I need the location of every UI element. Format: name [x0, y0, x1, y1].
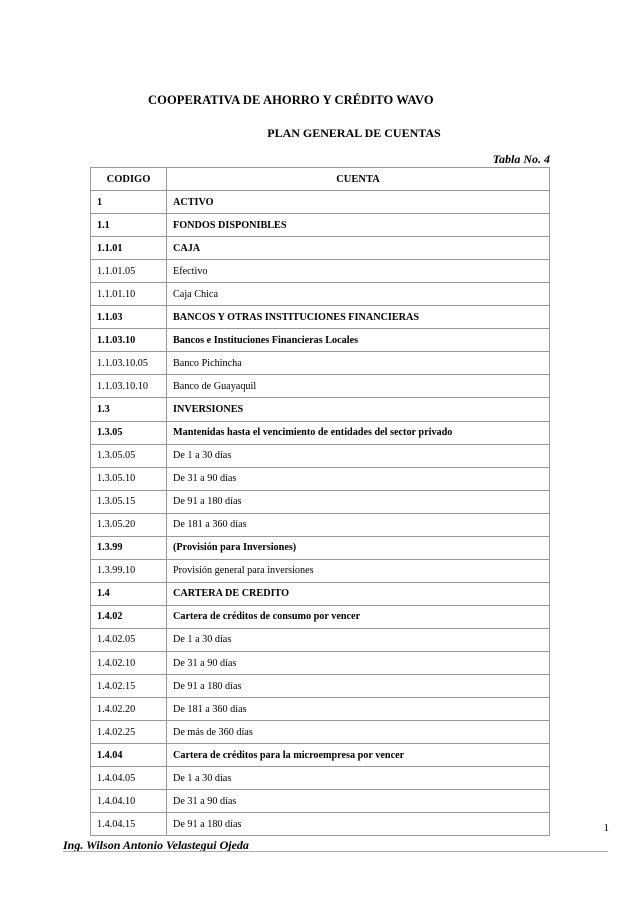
account-name: Provisión general para inversiones [167, 559, 550, 582]
account-code: 1.1.03.10.10 [91, 375, 167, 398]
account-name: De 1 a 30 días [167, 767, 550, 790]
account-code: 1.1.01 [91, 237, 167, 260]
account-name: De 91 a 180 días [167, 813, 550, 836]
account-code: 1.3.99 [91, 536, 167, 559]
account-name: CARTERA DE CREDITO [167, 582, 550, 605]
account-code: 1.1.03 [91, 306, 167, 329]
account-code: 1.4.04.15 [91, 813, 167, 836]
table-row [91, 352, 550, 375]
table-row [91, 721, 550, 744]
account-code: 1.1.03.10.05 [91, 352, 167, 375]
table-row [91, 767, 550, 790]
table-row [91, 675, 550, 698]
account-name: Bancos e Instituciones Financieras Locales [167, 329, 550, 352]
footer-divider [63, 851, 608, 852]
table-row [91, 536, 550, 559]
table-row [91, 744, 550, 767]
document-title: PLAN GENERAL DE CUENTAS [267, 126, 441, 140]
account-code: 1.3.05.15 [91, 490, 167, 513]
table-row [91, 329, 550, 352]
account-code: 1.4.02.20 [91, 698, 167, 721]
account-code: 1.4.04 [91, 744, 167, 767]
account-code: 1.3.05.10 [91, 467, 167, 490]
account-name: De más de 360 días [167, 721, 550, 744]
account-code: 1.4.04.05 [91, 767, 167, 790]
table-header-row [91, 168, 550, 191]
account-name: De 181 a 360 días [167, 698, 550, 721]
account-name: BANCOS Y OTRAS INSTITUCIONES FINANCIERAS [167, 306, 550, 329]
account-name: De 1 a 30 días [167, 444, 550, 467]
table-row [91, 490, 550, 513]
account-code: 1.4.02.10 [91, 651, 167, 674]
account-code: 1 [91, 191, 167, 214]
table-row [91, 260, 550, 283]
account-code: 1.3.05.20 [91, 513, 167, 536]
account-name: De 31 a 90 días [167, 651, 550, 674]
page-number: 1 [603, 822, 609, 834]
table-row [91, 283, 550, 306]
table-row [91, 467, 550, 490]
account-name: Efectivo [167, 260, 550, 283]
account-code: 1.1.03.10 [91, 329, 167, 352]
account-name: FONDOS DISPONIBLES [167, 214, 550, 237]
account-name: Cartera de créditos para la microempresa por vencer [167, 744, 550, 767]
account-name: CAJA [167, 237, 550, 260]
account-name: INVERSIONES [167, 398, 550, 421]
account-name: De 91 a 180 días [167, 490, 550, 513]
account-name: De 91 a 180 días [167, 675, 550, 698]
table-body [91, 191, 550, 836]
account-code: 1.4 [91, 582, 167, 605]
account-code: 1.4.02.05 [91, 628, 167, 651]
account-name: (Provisión para Inversiones) [167, 536, 550, 559]
table-caption: Tabla No. 4 [492, 152, 550, 166]
account-code: 1.1 [91, 214, 167, 237]
table-row [91, 813, 550, 836]
table-row [91, 214, 550, 237]
table-row [91, 191, 550, 214]
account-name: Cartera de créditos de consumo por vencer [167, 605, 550, 628]
table-row [91, 237, 550, 260]
account-code: 1.4.02.25 [91, 721, 167, 744]
account-code: 1.3 [91, 398, 167, 421]
account-code: 1.3.05.05 [91, 444, 167, 467]
table-row [91, 513, 550, 536]
table-row [91, 444, 550, 467]
account-name: Banco de Guayaquil [167, 375, 550, 398]
account-code: 1.4.02.15 [91, 675, 167, 698]
account-code: 1.1.01.10 [91, 283, 167, 306]
table-row [91, 605, 550, 628]
column-header-code: CODIGO [91, 168, 167, 191]
organization-title: COOPERATIVA DE AHORRO Y CRÉDITO WAVO [148, 93, 434, 107]
table-row [91, 651, 550, 674]
account-name: De 1 a 30 días [167, 628, 550, 651]
account-code: 1.4.04.10 [91, 790, 167, 813]
account-code: 1.4.02 [91, 605, 167, 628]
table-row [91, 375, 550, 398]
table-row [91, 628, 550, 651]
table-row [91, 790, 550, 813]
table-row [91, 582, 550, 605]
account-code: 1.3.05 [91, 421, 167, 444]
table-row [91, 398, 550, 421]
account-name: Caja Chica [167, 283, 550, 306]
account-name: Banco Pichincha [167, 352, 550, 375]
account-name: De 31 a 90 días [167, 790, 550, 813]
table-row [91, 698, 550, 721]
table-row [91, 559, 550, 582]
column-header-account: CUENTA [167, 168, 550, 191]
account-name: De 181 a 360 días [167, 513, 550, 536]
account-code: 1.1.01.05 [91, 260, 167, 283]
chart-of-accounts-table [90, 167, 550, 836]
table-row [91, 421, 550, 444]
account-code: 1.3.99.10 [91, 559, 167, 582]
account-name: ACTIVO [167, 191, 550, 214]
account-name: De 31 a 90 días [167, 467, 550, 490]
account-name: Mantenidas hasta el vencimiento de entidades del sector privado [167, 421, 550, 444]
footer-author: Ing. Wilson Antonio Velastegui Ojeda [63, 838, 249, 852]
table-row [91, 306, 550, 329]
